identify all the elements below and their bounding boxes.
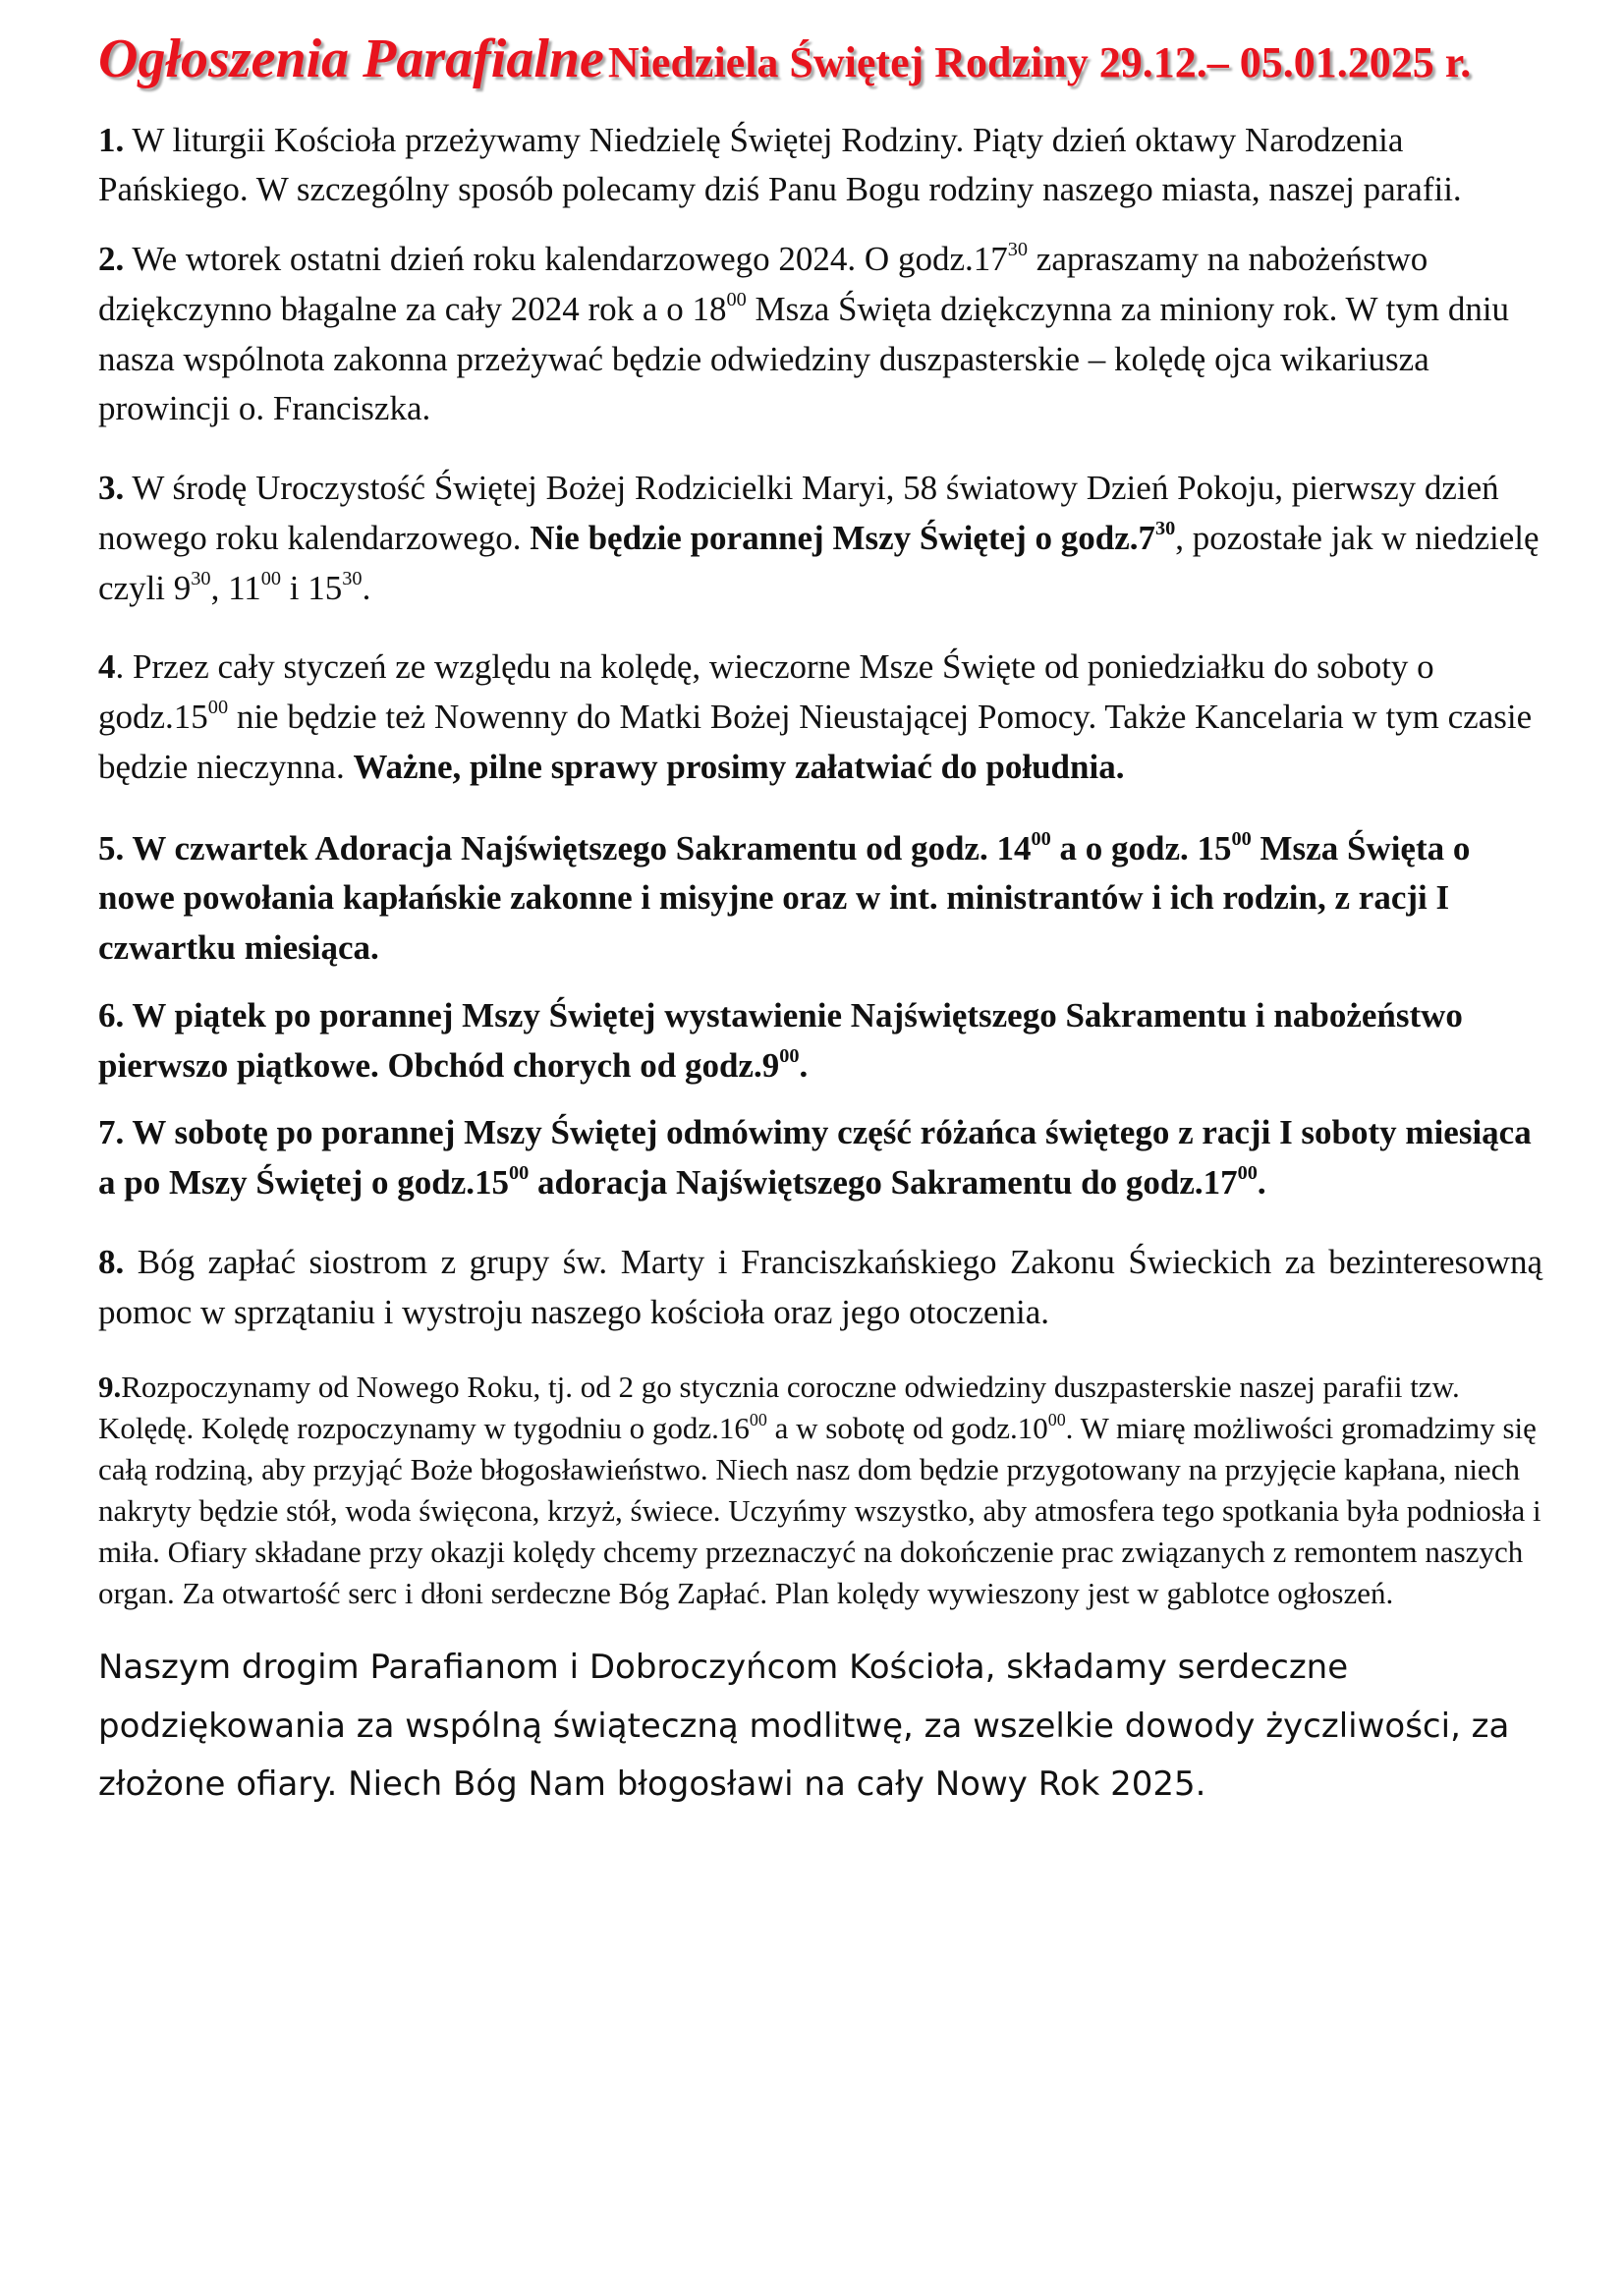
announcement-9 [98,1367,1542,1613]
announcement-number: 8. [98,1242,125,1281]
announcement-text: . [1257,1163,1266,1203]
announcement-text: . Przez cały styczeń ze względu na kolędę, wieczorne Msze Święte od poniedziałku do soboty o godz.15 [98,647,1434,737]
announcement-text: Rozpoczynamy od Nowego Roku, tj. od 2 go stycznia coroczne odwiedziny duszpasterskie naszej parafii tzw. Kolędę. Kolędę rozpoczynamy w tygodniu o godz.16 [98,1370,1460,1446]
announcement-text: 6. W piątek po porannej Mszy Świętej wystawienie Najświętszego Sakramentu i nabożeństwo pierwszo piątkowe. Obchód chorych od godz.9 [98,995,1463,1085]
announcement-emphasis: Nie będzie porannej Mszy Świętej o godz.7 [530,518,1155,557]
announcement-text: Bóg zapłać siostrom z grupy św. Marty i Franciszkańskiego Zakonu Świeckich za bezinteresowną pomoc w sprzątaniu i wystroju naszego kościoła oraz jego otoczenia. [98,1242,1542,1331]
announcement-4 [98,643,1542,792]
announcement-text: . [362,568,371,607]
announcement-8 [98,1238,1542,1338]
announcement-2 [98,235,1542,434]
time-minutes: 00 [509,1162,530,1185]
announcement-number: 2. [98,240,125,279]
time-minutes: 30 [191,567,211,589]
announcement-text: W środę Uroczystość Świętej Bożej Rodzicielki Maryi, 58 światowy Dzień Pokoju, pierwszy dzień nowego roku kalendarzowego. [98,469,1499,557]
announcement-text: We wtorek ostatni dzień roku kalendarzowego 2024. O godz.17 [132,240,1008,279]
announcement-text: . W miarę możliwości gromadzimy się całą rodziną, aby przyjąć Boże błogosławieństwo. Niech nasz dom będzie przygotowany na przyjęcie kapłana, niech nakryty będzie stół, woda święcona, krzyż, świece. Uczyńmy wszystko, aby atmosfera tego spotkania była podniosła i miła. Ofiary składane przy okazji kolędy chcemy przeznaczyć na dokończenie prac związanych z remontem naszych organ. Za otwartość serc i dłoni serdeczne Bóg Zapłać. Plan kolędy wywieszony jest w gablotce ogłoszeń. [98,1411,1541,1610]
announcement-text: zapraszamy na nabożeństwo dziękczynno błagalne za cały 2024 rok a o 18 [98,240,1428,328]
announcement-text: , pozostałe jak w niedzielę czyli 9 [98,518,1540,607]
page-subtitle: Niedziela Świętej Rodziny 29.12.– 05.01.2025 r. [607,38,1472,86]
time-minutes: 00 [1047,1410,1066,1430]
announcement-5 [98,824,1542,974]
announcement-number: 9. [98,1370,122,1405]
closing-message: Naszym drogim Parafianom i Dobroczyńcom Kościoła, składamy serdeczne podziękowania za wspólną świąteczną modlitwę, za wszelkie dowody życzliwości, za złożone ofiary. Niech Bóg Nam błogosławi na cały Nowy Rok 2025. [98,1648,1510,1805]
announcement-text: Msza Święta o nowe powołania kapłańskie zakonne i misyjne oraz w int. ministrantów i ich rodzin, z racji I czwartku miesiąca. [98,828,1471,968]
announcement-text: i 15 [281,568,343,607]
time-minutes: 00 [1231,827,1252,850]
announcement-emphasis: Ważne, pilne sprawy prosimy załatwiać do południa. [353,747,1125,786]
time-minutes: 30 [1155,518,1176,540]
time-minutes: 00 [260,567,282,589]
announcement-6 [98,991,1542,1092]
page-title: Ogłoszenia Parafialne [98,28,604,89]
time-minutes: 00 [726,289,747,311]
announcement-text: . [799,1045,809,1085]
announcement-text: 5. W czwartek Adoracja Najświętszego Sakramentu od godz. 14 [98,828,1032,868]
announcement-text: a w sobotę od godz.10 [766,1411,1048,1446]
announcement-text: , 11 [210,568,261,607]
announcement-text: adoracja Najświętszego Sakramentu do godz.17 [529,1163,1238,1203]
time-minutes: 00 [1031,827,1051,850]
time-minutes: 00 [749,1410,767,1430]
announcement-number: 1. [98,120,125,159]
time-minutes: 00 [207,697,229,719]
announcement-1 [98,116,1542,216]
announcement-text: W liturgii Kościoła przeżywamy Niedzielę Świętej Rodziny. Piąty dzień oktawy Narodzenia Pańskiego. W szczególny sposób polecamy dziś Panu Bogu rodziny naszego miasta, naszej parafii. [98,120,1462,209]
time-minutes: 30 [1007,239,1029,261]
time-minutes: 00 [779,1044,800,1067]
announcement-text: nie będzie też Nowenny do Matki Bożej Nieustającej Pomocy. Także Kancelaria w tym czasie będzie nieczynna. [98,698,1533,786]
page-header [98,29,1545,90]
announcement-text: a o godz. 15 [1050,828,1232,868]
announcement-number: 4 [98,647,116,687]
announcement-3 [98,464,1542,613]
time-minutes: 30 [342,567,363,589]
time-minutes: 00 [1237,1162,1258,1185]
announcement-7 [98,1108,1542,1208]
announcement-text: 7. W sobotę po porannej Mszy Świętej odmówimy część różańca świętego z racji I soboty miesiąca a po Mszy Świętej o godz.15 [98,1113,1532,1203]
announcement-number: 3. [98,469,125,508]
announcement-text: Msza Święta dziękczynna za miniony rok. W tym dniu nasza wspólnota zakonna przeżywać będzie odwiedziny duszpasterskie – kolędę ojca wikariusza prowincji o. Franciszka. [98,289,1510,428]
